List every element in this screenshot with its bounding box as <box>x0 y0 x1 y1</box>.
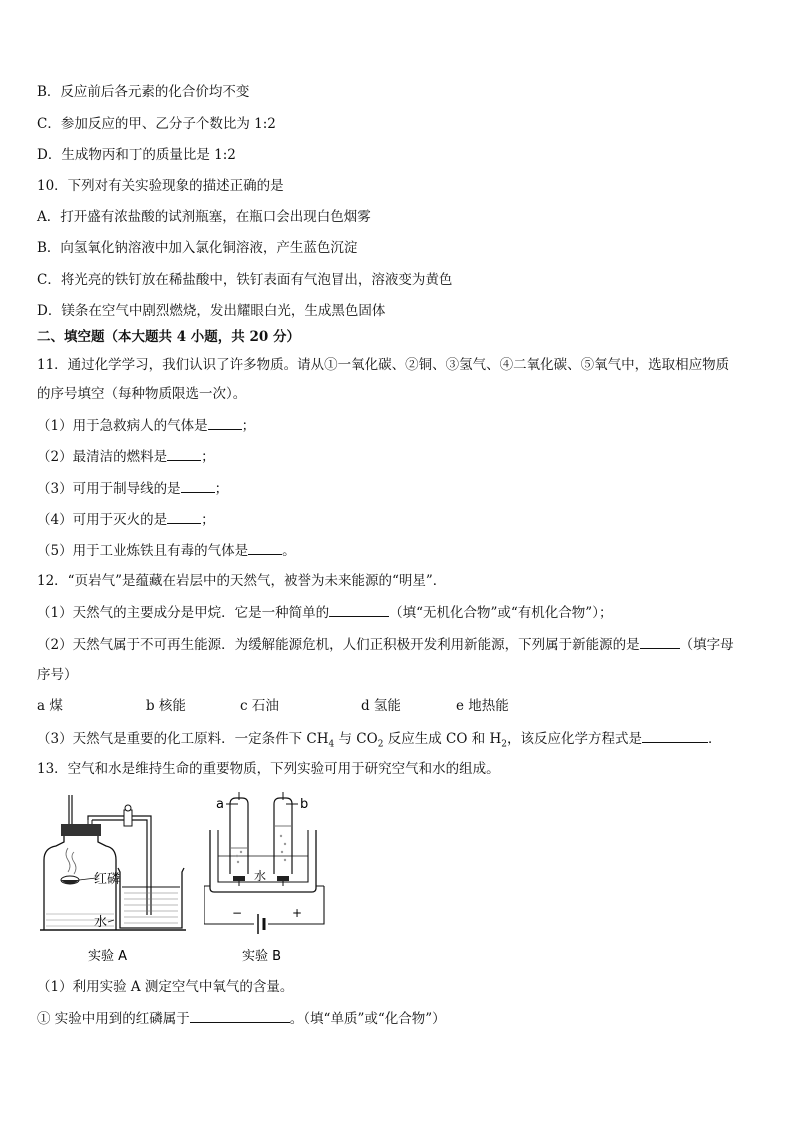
q13-sub1-end: 。（填“单质”或“化合物”） <box>289 1011 446 1027</box>
answer-blank[interactable] <box>181 479 215 493</box>
label-b: b <box>300 797 309 812</box>
answer-blank[interactable] <box>208 416 242 430</box>
q12-part2-end: （填字母 <box>679 637 734 653</box>
answer-blank[interactable] <box>642 729 708 743</box>
subscript: 2 <box>377 739 384 750</box>
q11-stem-line1: 11．通过化学学习，我们认识了许多物质。请从①一氧化碳、②铜、③氢气、④二氧化碳、⑤氧气中，选取相应物质 <box>37 357 730 373</box>
label-a: a <box>216 797 224 812</box>
answer-blank[interactable] <box>167 510 201 524</box>
q11-part5-text: （5）用于工业炼铁且有毒的气体是 <box>37 543 249 559</box>
q11-part4-end: ； <box>201 512 215 528</box>
q12-option-b: b 核能 <box>146 698 186 714</box>
stopper-icon <box>61 824 101 836</box>
clamp-icon <box>124 810 132 826</box>
answer-blank[interactable] <box>640 635 680 649</box>
q12-part3-end: ． <box>708 731 722 747</box>
q11-part3-end: ； <box>214 481 229 497</box>
subscript: 4 <box>328 739 335 750</box>
q13-sub1 <box>37 1009 446 1028</box>
electrode-left <box>233 876 245 881</box>
q12-option-c: c 石油 <box>240 698 279 714</box>
q11-part4 <box>37 510 215 529</box>
q9-option-d: D．生成物丙和丁的质量比是 1:2 <box>37 147 236 163</box>
q11-stem-line2: 的序号填空（每种物质限选一次）。 <box>37 386 247 402</box>
q13-part1: （1）利用实验 A 测定空气中氧气的含量。 <box>37 979 294 995</box>
q11-part1 <box>37 416 255 435</box>
q11-part5-end: 。 <box>282 543 296 559</box>
experiment-a-figure <box>36 790 196 970</box>
q11-part2-end: ； <box>201 449 215 465</box>
label-plus: + <box>292 906 303 920</box>
answer-blank[interactable] <box>248 541 282 555</box>
q13-sub1-text: ① 实验中用到的红磷属于 <box>37 1011 190 1027</box>
q12-stem: 12．“页岩气”是蕴藏在岩层中的天然气，被誉为未来能源的“明星”． <box>37 573 447 589</box>
q12-part3-text: ，该反应化学方程式是 <box>507 731 643 747</box>
q12-part1 <box>37 603 612 622</box>
answer-blank[interactable] <box>329 603 389 617</box>
answer-blank[interactable] <box>190 1009 290 1023</box>
q9-option-b: B．反应前后各元素的化合价均不变 <box>37 84 250 100</box>
q11-part3 <box>37 479 228 498</box>
q12-option-e: e 地热能 <box>456 698 509 714</box>
caption-experiment-a: 实验 A <box>88 949 128 964</box>
q12-part2-line1 <box>37 635 734 654</box>
q10-option-b: B．向氢氧化钠溶液中加入氯化铜溶液，产生蓝色沉淀 <box>37 240 358 256</box>
q12-option-d: d 氢能 <box>361 698 401 714</box>
q10-option-a: A．打开盛有浓盐酸的试剂瓶塞，在瓶口会出现白色烟雾 <box>37 209 371 225</box>
q12-part2-text: （2）天然气属于不可再生能源．为缓解能源危机，人们正积极开发利用新能源，下列属于新能源的是 <box>37 637 640 653</box>
subscript: 2 <box>501 739 508 750</box>
q9-option-c: C．参加反应的甲、乙分子个数比为 1:2 <box>37 116 276 132</box>
label-water: 水 <box>94 915 108 930</box>
q12-part3-text: 与 CO <box>334 731 378 747</box>
q12-part3-text: （3）天然气是重要的化工原料．一定条件下 CH <box>37 731 329 747</box>
q12-part2-line2: 序号） <box>37 667 78 683</box>
q10-stem: 10．下列对有关实验现象的描述正确的是 <box>37 178 284 194</box>
q10-option-d: D．镁条在空气中剧烈燃烧，发出耀眼白光，生成黑色固体 <box>37 303 386 319</box>
q11-part4-text: （4）可用于灭火的是 <box>37 512 168 528</box>
label-minus: − <box>232 906 243 920</box>
test-tube-b <box>274 798 292 874</box>
q11-part3-text: （3）可用于制导线的是 <box>37 481 181 497</box>
caption-experiment-b: 实验 B <box>242 949 282 964</box>
section-heading: 二、填空题（本大题共 4 小题，共 20 分） <box>37 329 300 345</box>
experiment-b-figure <box>204 790 334 970</box>
q12-part3-text: 反应生成 CO 和 H <box>383 731 502 747</box>
q11-part2 <box>37 447 215 466</box>
q11-part1-end: ； <box>241 418 256 434</box>
q12-option-a: a 煤 <box>37 698 63 714</box>
label-water-b: 水 <box>254 869 267 883</box>
q10-option-c: C．将光亮的铁钉放在稀盐酸中，铁钉表面有气泡冒出，溶液变为黄色 <box>37 272 453 288</box>
q12-part3 <box>37 729 722 754</box>
q12-part1-end: （填“无机化合物”或“有机化合物”）； <box>389 605 613 621</box>
q11-part1-text: （1）用于急救病人的气体是 <box>37 418 208 434</box>
answer-blank[interactable] <box>167 447 201 461</box>
q11-part5 <box>37 541 296 560</box>
label-red-phosphorus: 红磷 <box>94 872 121 887</box>
electrode-right <box>277 876 289 881</box>
q11-part2-text: （2）最清洁的燃料是 <box>37 449 168 465</box>
q13-stem: 13．空气和水是维持生命的重要物质，下列实验可用于研究空气和水的组成。 <box>37 761 500 777</box>
q12-part1-text: （1）天然气的主要成分是甲烷．它是一种简单的 <box>37 605 330 621</box>
